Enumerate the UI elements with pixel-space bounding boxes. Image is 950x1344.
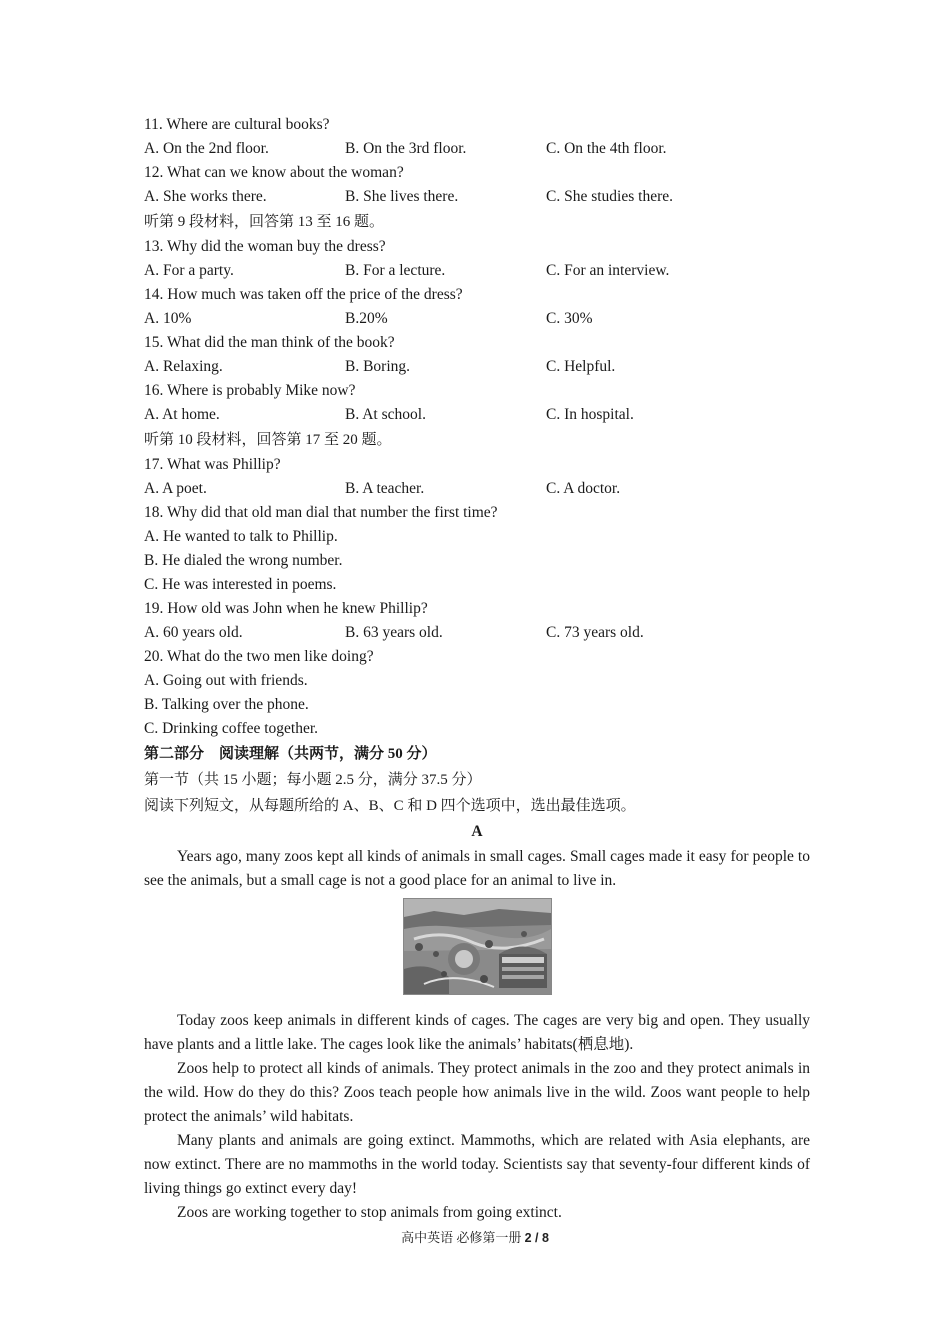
question-13: 13. Why did the woman buy the dress? (144, 238, 386, 255)
option-a: A. She works there. (144, 188, 267, 205)
option-c: C. He was interested in poems. (144, 576, 337, 593)
option-a: A. A poet. (144, 480, 207, 497)
zoo-photo-container (144, 898, 810, 995)
option-a: A. 10% (144, 310, 192, 327)
option-c: C. In hospital. (546, 406, 634, 423)
reading-instruction: 阅读下列短文，从每题所给的 A、B、C 和 D 四个选项中，选出最佳选项。 (144, 798, 636, 814)
option-c: C. Drinking coffee together. (144, 720, 319, 737)
option-c: C. 30% (546, 310, 593, 327)
zoo-aerial-photo (403, 898, 552, 995)
option-a: A. At home. (144, 406, 220, 423)
options-11 (144, 137, 810, 161)
option-b: B. Boring. (345, 358, 411, 375)
option-b: B. She lives there. (345, 188, 459, 205)
paragraph-4: Many plants and animals are going extinct. Mammoths, which are related with Asia elephants, are now extinct. There are no mammoths in the world today. Scientists say that seventy-four different kinds of living things go extinct every day! (144, 1132, 810, 1197)
option-b: B. 63 years old. (345, 624, 443, 641)
paragraph-2: Today zoos keep animals in different kinds of cages. The cages are very big and open. They usually have plants and a little lake. The cages look like the animals’ habitats(栖息地). (144, 1012, 810, 1053)
question-14: 14. How much was taken off the price of the dress? (144, 286, 463, 303)
option-c: C. A doctor. (546, 480, 621, 497)
option-b: B. He dialed the wrong number. (144, 552, 343, 569)
option-a: A. For a party. (144, 262, 234, 279)
paragraph-5: Zoos are working together to stop animals from going extinct. (177, 1204, 562, 1221)
options-17 (144, 477, 810, 501)
paragraph-3: Zoos help to protect all kinds of animals. They protect animals in the zoo and they protect animals in the wild. How do they do this? Zoos teach people how animals live in the wild. Zoos want people to help protect the animals’ wild habitats. (144, 1060, 810, 1125)
option-c: C. 73 years old. (546, 624, 644, 641)
options-13 (144, 259, 810, 283)
option-a: A. Relaxing. (144, 358, 223, 375)
option-b: B. On the 3rd floor. (345, 140, 467, 157)
question-19: 19. How old was John when he knew Phillip? (144, 600, 428, 617)
option-c: C. She studies there. (546, 188, 673, 205)
question-11: 11. Where are cultural books? (144, 116, 330, 133)
option-c: C. For an interview. (546, 262, 670, 279)
question-15: 15. What did the man think of the book? (144, 334, 395, 351)
section-9-instruction: 听第 9 段材料，回答第 13 至 16 题。 (144, 214, 385, 230)
question-17: 17. What was Phillip? (144, 456, 281, 473)
options-16 (144, 403, 810, 427)
option-c: C. Helpful. (546, 358, 616, 375)
option-b: B. For a lecture. (345, 262, 446, 279)
option-a: A. On the 2nd floor. (144, 140, 269, 157)
exam-page (144, 113, 810, 1225)
section-10-instruction: 听第 10 段材料，回答第 17 至 20 题。 (144, 432, 392, 448)
section-1-heading: 第一节（共 15 小题；每小题 2.5 分，满分 37.5 分） (144, 772, 482, 788)
option-b: B. At school. (345, 406, 426, 423)
passage-letter: A (471, 823, 483, 840)
page-number: 2 / 8 (524, 1231, 549, 1245)
option-a: A. 60 years old. (144, 624, 243, 641)
options-14 (144, 307, 810, 331)
option-a: A. He wanted to talk to Phillip. (144, 528, 338, 545)
option-b: B. A teacher. (345, 480, 425, 497)
question-12: 12. What can we know about the woman? (144, 164, 404, 181)
part-2-heading: 第二部分 阅读理解（共两节，满分 50 分） (144, 746, 437, 762)
paragraph-1: Years ago, many zoos kept all kinds of animals in small cages. Small cages made it easy for people to see the animals, but a small cage is not a good place for an animal to live in. (144, 848, 810, 889)
question-20: 20. What do the two men like doing? (144, 648, 374, 665)
option-b: B.20% (345, 310, 388, 327)
option-b: B. Talking over the phone. (144, 696, 309, 713)
footer-title: 高中英语 必修第一册 (401, 1230, 525, 1245)
options-15 (144, 355, 810, 379)
options-12 (144, 185, 810, 209)
option-a: A. Going out with friends. (144, 672, 308, 689)
page-footer (0, 1228, 950, 1248)
question-18: 18. Why did that old man dial that number the first time? (144, 504, 498, 521)
question-16: 16. Where is probably Mike now? (144, 382, 356, 399)
options-19 (144, 621, 810, 645)
option-c: C. On the 4th floor. (546, 140, 667, 157)
